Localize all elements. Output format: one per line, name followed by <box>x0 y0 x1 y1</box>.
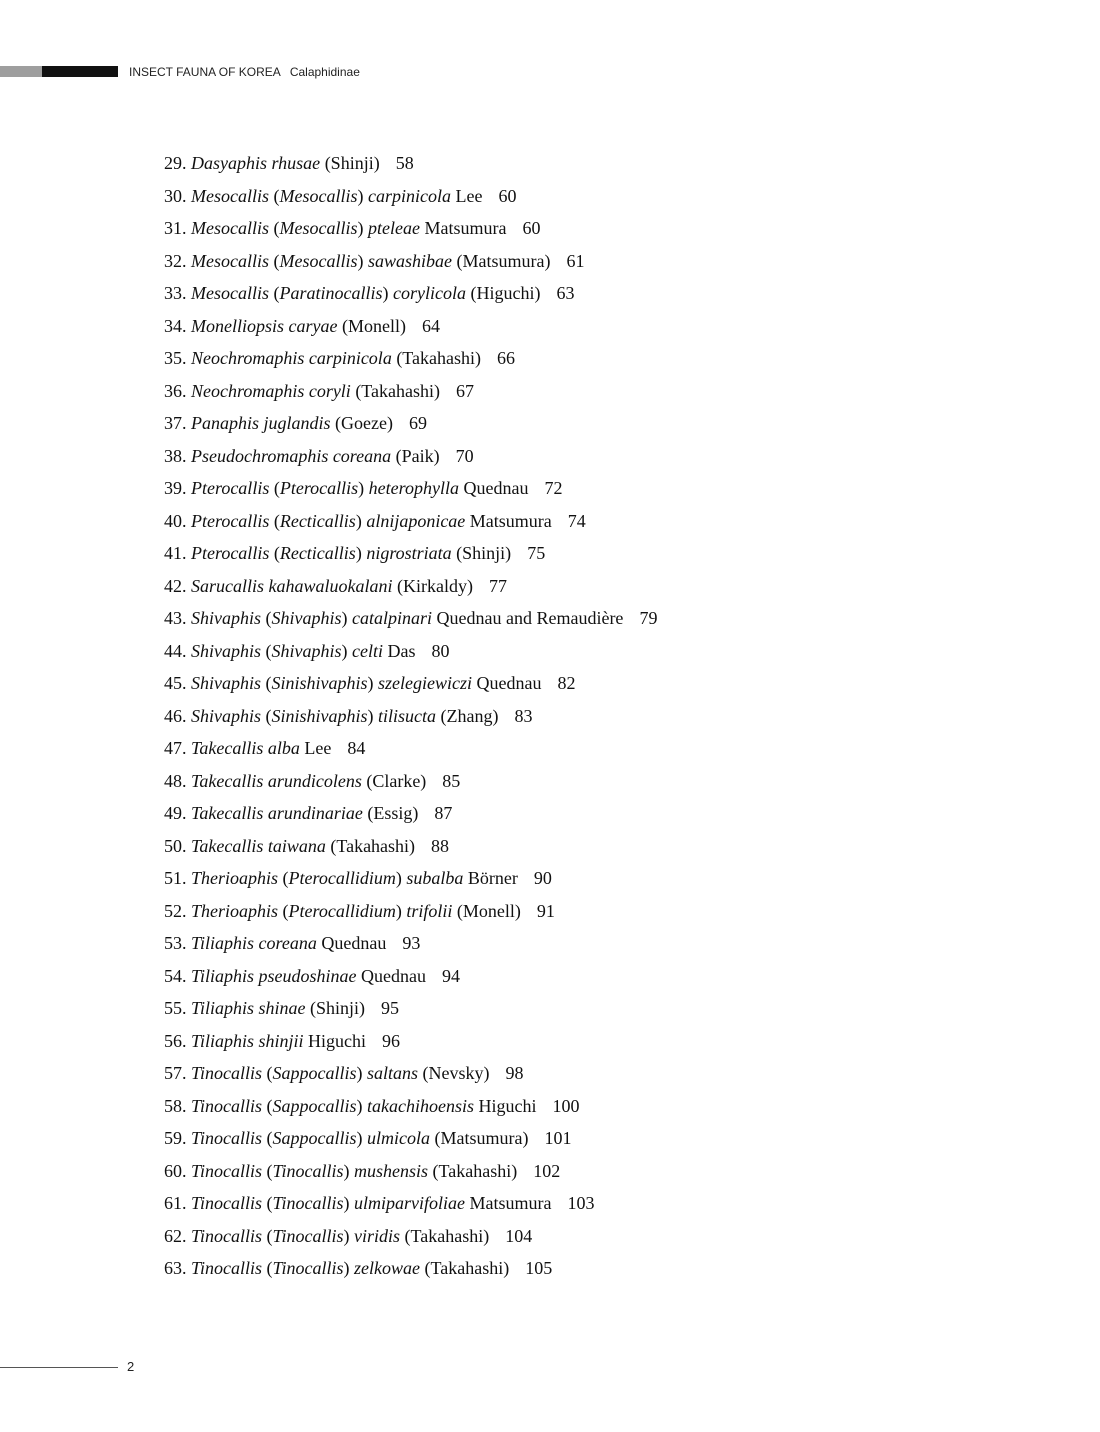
list-item <box>164 1155 657 1188</box>
taxon-name: Pterocallidium <box>288 868 396 888</box>
taxon-name: Tiliaphis shinae <box>191 998 306 1018</box>
entry-text: Matsumura <box>419 218 507 238</box>
header-bar-grey <box>0 66 42 77</box>
entry-text: ( <box>262 1160 273 1181</box>
taxon-name: sawashibae <box>368 250 453 271</box>
entry-page-number: 67 <box>456 380 475 401</box>
taxon-name: Sinishivaphis <box>271 705 368 726</box>
taxon-name: trifolii <box>406 900 453 921</box>
taxon-name: Tinocallis <box>191 1128 263 1148</box>
taxon-name: Tinocallis <box>191 1160 263 1181</box>
entry-text: ( <box>261 673 272 693</box>
entry-text: 38. <box>164 445 191 466</box>
list-item <box>164 375 657 408</box>
entry-text: ) <box>341 608 352 628</box>
entry-text: (Takahashi) <box>428 1160 518 1181</box>
list-item <box>164 440 657 473</box>
entry-text: Matsumura <box>465 1193 552 1213</box>
entry-text: Das <box>382 640 416 661</box>
entry-text: ) <box>395 900 407 921</box>
entry-page-number: 83 <box>514 705 533 726</box>
taxon-name: Takecallis taiwana <box>191 835 326 856</box>
entry-text: Börner <box>463 868 518 888</box>
entry-text: 30. <box>164 185 191 206</box>
taxon-name: zelkowae <box>354 1258 421 1278</box>
taxon-name: Mesocallis <box>191 283 269 303</box>
taxon-name: heterophylla <box>368 478 459 498</box>
entry-text: 48. <box>164 770 191 791</box>
entry-text: (Goeze) <box>330 413 393 433</box>
entry-text: 58. <box>164 1095 191 1116</box>
entry-text: Quednau <box>316 933 387 953</box>
entry-page-number: 58 <box>395 153 414 173</box>
entry-text: ) <box>367 705 379 726</box>
taxon-name: Therioaphis <box>191 900 279 921</box>
list-item <box>164 1187 657 1220</box>
taxon-name: corylicola <box>393 283 466 303</box>
entry-text: ) <box>395 868 407 888</box>
entry-text: 53. <box>164 933 191 953</box>
entry-text: 32. <box>164 250 191 271</box>
entry-text: ( <box>269 218 280 238</box>
entry-text: (Kirkaldy) <box>392 575 473 596</box>
entry-page-number: 90 <box>533 868 552 888</box>
entry-text: (Essig) <box>362 803 419 823</box>
entry-text: 46. <box>164 705 191 726</box>
entry-text: ( <box>269 478 280 498</box>
entry-text: (Takahashi) <box>391 348 482 368</box>
entry-text: ) <box>355 510 367 531</box>
entry-text: 34. <box>164 315 191 336</box>
entry-text: 43. <box>164 608 191 628</box>
entry-text: ( <box>261 705 272 726</box>
entry-text: 31. <box>164 218 191 238</box>
entry-text: Higuchi <box>474 1095 537 1116</box>
entry-text: ) <box>357 218 368 238</box>
entry-text: 29. <box>164 153 191 173</box>
entry-page-number: 66 <box>497 348 516 368</box>
list-item <box>164 667 657 700</box>
entry-text: 45. <box>164 673 191 693</box>
taxon-name: Tinocallis <box>272 1225 344 1246</box>
taxon-name: Takecallis alba <box>191 738 300 758</box>
entry-text: ( <box>262 1258 273 1278</box>
taxon-name: Shivaphis <box>271 608 342 628</box>
entry-text: 40. <box>164 510 191 531</box>
list-item <box>164 147 657 180</box>
entry-text: (Shinji) <box>320 153 380 173</box>
taxon-name: Recticallis <box>279 543 356 563</box>
taxon-name: celti <box>352 640 383 661</box>
entry-text: 63. <box>164 1258 191 1278</box>
taxon-name: carpinicola <box>368 185 451 206</box>
taxon-name: catalpinari <box>352 608 432 628</box>
list-item <box>164 765 657 798</box>
entry-text: ) <box>343 1193 355 1213</box>
entry-text: (Nevsky) <box>418 1063 490 1083</box>
entry-text: ( <box>269 543 280 563</box>
entry-text: Quednau <box>472 673 542 693</box>
taxon-name: Tinocallis <box>191 1258 263 1278</box>
taxon-name: Dasyaphis rhusae <box>191 153 321 173</box>
entry-text: ) <box>358 478 369 498</box>
entry-text: 39. <box>164 478 191 498</box>
entry-text: ( <box>269 185 280 206</box>
list-item <box>164 700 657 733</box>
taxon-name: Monelliopsis caryae <box>191 315 338 336</box>
list-item <box>164 245 657 278</box>
taxon-name: Mesocallis <box>279 185 358 206</box>
taxon-name: Sappocallis <box>272 1128 357 1148</box>
taxon-name: Mesocallis <box>279 250 358 271</box>
entry-text: (Takahashi) <box>325 835 416 856</box>
entry-text: ) <box>343 1225 355 1246</box>
taxon-name: Sappocallis <box>272 1095 357 1116</box>
taxon-name: subalba <box>406 868 464 888</box>
taxon-name: Shivaphis <box>191 640 261 661</box>
taxon-name: szelegiewiczi <box>378 673 472 693</box>
taxon-name: Recticallis <box>279 510 356 531</box>
running-header <box>129 64 360 80</box>
taxon-name: Shivaphis <box>191 608 261 628</box>
entry-text: ) <box>356 1095 368 1116</box>
entry-text: 42. <box>164 575 191 596</box>
entry-text: ( <box>262 1063 273 1083</box>
entry-page-number: 80 <box>431 640 450 661</box>
taxon-name: Pterocallis <box>191 543 270 563</box>
entry-page-number: 96 <box>382 1030 401 1051</box>
taxon-name: Takecallis arundinariae <box>191 803 363 823</box>
running-header-title: INSECT FAUNA OF KOREA <box>129 65 281 79</box>
entry-text: 52. <box>164 900 191 921</box>
entry-text: 36. <box>164 380 191 401</box>
entry-text: 41. <box>164 543 191 563</box>
entry-page-number: 75 <box>527 543 546 563</box>
taxon-name: Tinocallis <box>272 1258 344 1278</box>
taxon-name: saltans <box>367 1063 419 1083</box>
taxon-name: Tiliaphis coreana <box>191 933 317 953</box>
list-item <box>164 960 657 993</box>
entry-text: ( <box>278 900 289 921</box>
entry-text: Lee <box>451 185 483 206</box>
entry-page-number: 98 <box>505 1063 524 1083</box>
taxon-name: ulmicola <box>367 1128 431 1148</box>
list-item <box>164 537 657 570</box>
taxon-name: Tiliaphis shinjii <box>191 1030 304 1051</box>
entry-text: ( <box>262 1225 273 1246</box>
entry-page-number: 93 <box>402 933 421 953</box>
entry-text: ) <box>357 250 368 271</box>
entry-text: ( <box>269 510 280 531</box>
list-item <box>164 732 657 765</box>
entry-page-number: 69 <box>408 413 427 433</box>
entry-page-number: 95 <box>381 998 400 1018</box>
entry-text: 59. <box>164 1128 191 1148</box>
entry-page-number: 70 <box>455 445 474 466</box>
taxon-name: Pterocallis <box>191 478 270 498</box>
taxon-name: Tinocallis <box>191 1095 263 1116</box>
entry-text: 55. <box>164 998 191 1018</box>
entry-text: ( <box>262 1128 273 1148</box>
list-item <box>164 180 657 213</box>
entry-text: 51. <box>164 868 191 888</box>
taxon-name: ulmiparvifoliae <box>354 1193 466 1213</box>
list-item <box>164 407 657 440</box>
taxon-name: Pterocallidium <box>288 900 396 921</box>
entry-page-number: 102 <box>533 1160 561 1181</box>
taxon-name: Shivaphis <box>271 640 342 661</box>
taxon-name: Sinishivaphis <box>271 673 368 693</box>
entry-text: ) <box>343 1160 355 1181</box>
list-item <box>164 830 657 863</box>
entry-text: (Shinji) <box>305 998 366 1018</box>
list-item <box>164 212 657 245</box>
taxon-name: viridis <box>354 1225 401 1246</box>
list-item <box>164 895 657 928</box>
entry-page-number: 74 <box>567 510 586 531</box>
entry-text: 49. <box>164 803 191 823</box>
list-item <box>164 277 657 310</box>
entry-text: ( <box>261 640 272 661</box>
entry-text: ( <box>278 868 289 888</box>
taxon-name: alnijaponicae <box>366 510 466 531</box>
entry-text: ) <box>341 640 352 661</box>
taxon-name: Mesocallis <box>191 250 269 271</box>
entry-text: (Higuchi) <box>465 283 541 303</box>
entry-text: ) <box>343 1258 355 1278</box>
taxon-name: Sappocallis <box>272 1063 357 1083</box>
entry-text: (Monell) <box>337 315 406 336</box>
entry-text: ( <box>269 283 280 303</box>
taxon-name: Tiliaphis pseudoshinae <box>191 965 357 986</box>
entry-text: ( <box>262 1095 273 1116</box>
entry-page-number: 88 <box>431 835 450 856</box>
taxon-name: Neochromaphis carpinicola <box>191 348 392 368</box>
entry-page-number: 101 <box>544 1128 572 1148</box>
taxon-name: Tinocallis <box>191 1193 263 1213</box>
header-bar-black <box>42 66 118 77</box>
list-item <box>164 472 657 505</box>
entry-text: ) <box>382 283 393 303</box>
entry-page-number: 87 <box>434 803 453 823</box>
entry-text: Higuchi <box>303 1030 367 1051</box>
entry-text: (Matsumura) <box>430 1128 529 1148</box>
entry-page-number: 60 <box>522 218 541 238</box>
entry-text: ) <box>355 543 367 563</box>
entry-page-number: 84 <box>347 738 366 758</box>
entry-text: Quednau and Remaudière <box>432 608 624 628</box>
entry-text: (Takahashi) <box>400 1225 490 1246</box>
entry-text: (Takahashi) <box>420 1258 510 1278</box>
entry-page-number: 94 <box>442 965 460 986</box>
page-number: 2 <box>127 1359 135 1374</box>
list-item <box>164 862 657 895</box>
entry-page-number: 77 <box>488 575 507 596</box>
entry-page-number: 103 <box>567 1193 595 1213</box>
taxon-name: mushensis <box>354 1160 429 1181</box>
list-item <box>164 992 657 1025</box>
taxon-name: Shivaphis <box>191 705 261 726</box>
taxon-name: Tinocallis <box>191 1225 263 1246</box>
entry-text: (Matsumura) <box>452 250 551 271</box>
entry-text: Lee <box>299 738 332 758</box>
entry-text: ) <box>356 1063 368 1083</box>
entry-text: (Zhang) <box>436 705 499 726</box>
list-item <box>164 342 657 375</box>
list-item <box>164 927 657 960</box>
taxon-name: Panaphis juglandis <box>191 413 331 433</box>
list-item <box>164 1220 657 1253</box>
taxon-name: Mesocallis <box>191 218 269 238</box>
list-item <box>164 602 657 635</box>
taxon-name: pteleae <box>368 218 420 238</box>
entry-text: ) <box>367 673 379 693</box>
taxon-name: Shivaphis <box>191 673 261 693</box>
taxon-name: nigrostriata <box>366 543 452 563</box>
entry-page-number: 91 <box>536 900 555 921</box>
entry-text: (Monell) <box>452 900 521 921</box>
taxon-name: Neochromaphis coryli <box>191 380 351 401</box>
entry-text: 35. <box>164 348 191 368</box>
list-item <box>164 570 657 603</box>
entry-text: ( <box>262 1193 273 1213</box>
entry-text: 50. <box>164 835 191 856</box>
list-item <box>164 635 657 668</box>
entry-page-number: 82 <box>557 673 576 693</box>
entry-text: Quednau <box>458 478 529 498</box>
taxon-name: Takecallis arundicolens <box>191 770 362 791</box>
taxon-name: Therioaphis <box>191 868 279 888</box>
entry-text: ) <box>356 1128 368 1148</box>
list-item <box>164 1025 657 1058</box>
entry-page-number: 100 <box>552 1095 580 1116</box>
taxon-name: Mesocallis <box>191 185 269 206</box>
entry-text: (Paik) <box>391 445 440 466</box>
entry-text: Matsumura <box>465 510 552 531</box>
taxon-name: Pterocallis <box>191 510 270 531</box>
entry-page-number: 64 <box>421 315 440 336</box>
footer-rule <box>0 1367 118 1368</box>
entry-text: 47. <box>164 738 191 758</box>
entry-page-number: 60 <box>498 185 517 206</box>
list-item <box>164 310 657 343</box>
running-header-subtitle: Calaphidinae <box>289 65 360 79</box>
entry-page-number: 85 <box>442 770 461 791</box>
entry-text: ) <box>357 185 368 206</box>
taxon-name: takachihoensis <box>367 1095 474 1116</box>
taxon-name: tilisucta <box>378 705 437 726</box>
entry-page-number: 105 <box>525 1258 553 1278</box>
taxon-name: Tinocallis <box>191 1063 263 1083</box>
taxon-name: Paratinocallis <box>279 283 383 303</box>
entry-text: 54. <box>164 965 191 986</box>
entry-page-number: 61 <box>566 250 585 271</box>
list-item <box>164 1090 657 1123</box>
taxon-name: Mesocallis <box>279 218 358 238</box>
entry-page-number: 72 <box>544 478 563 498</box>
taxon-name: Pterocallis <box>279 478 359 498</box>
list-item <box>164 1057 657 1090</box>
entry-text: 44. <box>164 640 191 661</box>
entry-text: (Shinji) <box>451 543 512 563</box>
taxon-name: Tinocallis <box>272 1160 344 1181</box>
entry-text: 62. <box>164 1225 191 1246</box>
entry-text: ( <box>261 608 272 628</box>
entry-text: 60. <box>164 1160 191 1181</box>
entry-text: 57. <box>164 1063 191 1083</box>
entry-page-number: 79 <box>639 608 658 628</box>
species-list <box>164 147 657 1285</box>
entry-text: 37. <box>164 413 191 433</box>
list-item <box>164 797 657 830</box>
taxon-name: Sarucallis kahawaluokalani <box>191 575 393 596</box>
taxon-name: Pseudochromaphis coreana <box>191 445 392 466</box>
entry-text: 33. <box>164 283 191 303</box>
entry-page-number: 104 <box>505 1225 533 1246</box>
entry-text: 56. <box>164 1030 191 1051</box>
entry-text: 61. <box>164 1193 191 1213</box>
entry-text: ( <box>269 250 280 271</box>
taxon-name: Tinocallis <box>272 1193 344 1213</box>
entry-text: (Takahashi) <box>350 380 441 401</box>
list-item <box>164 1122 657 1155</box>
list-item <box>164 505 657 538</box>
entry-text: (Clarke) <box>361 770 427 791</box>
list-item <box>164 1252 657 1285</box>
entry-page-number: 63 <box>556 283 575 303</box>
entry-text: Quednau <box>356 965 426 986</box>
